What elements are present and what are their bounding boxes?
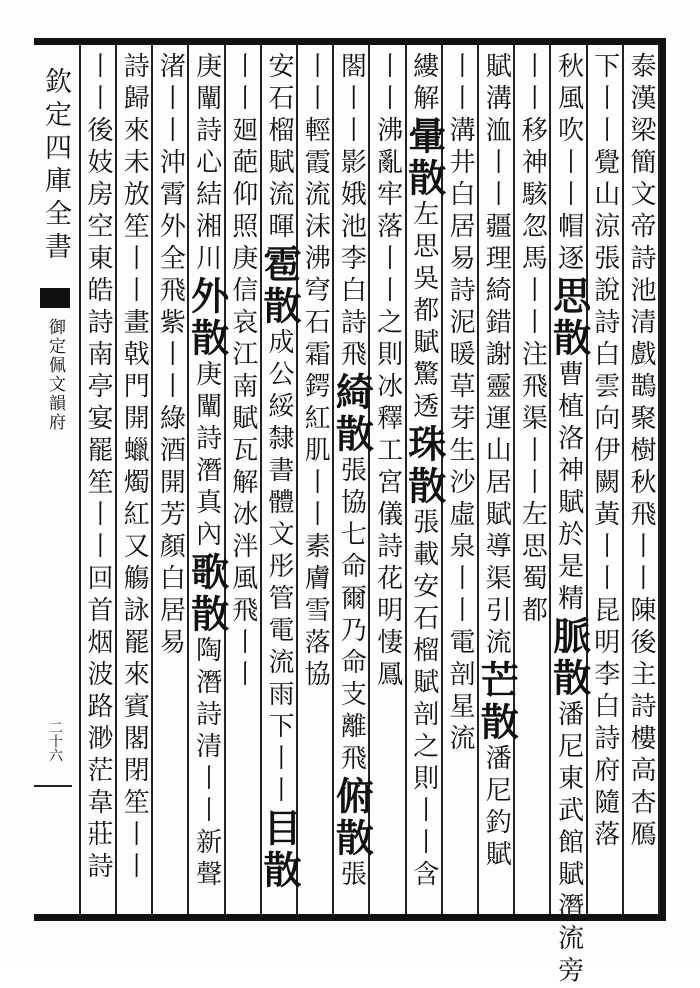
entry-text: 賦溝洫丨丨疆理綺錯謝靈運山居賦導渠引流 [481,52,512,660]
entry-heading: 脈散 [546,616,592,700]
entry-heading: 俯散 [329,776,375,860]
column-text [153,52,187,660]
column-text [401,52,447,892]
entry-text: 丨丨後妓房空東皓詩南亭宴罷笙丨丨回首烟波路渺茫韋莊詩 [83,52,113,884]
entry-text: 縷解 [408,52,439,116]
text-column [474,52,520,912]
column-text [443,52,477,756]
text-column [153,52,187,912]
frame-right-border [659,38,666,921]
text-column [515,52,549,912]
entry-text: 曹植洛神賦於是精 [553,360,584,616]
text-column [117,52,151,912]
column-text [474,52,520,872]
entry-text: 下丨丨覺山涼張說詩白雲向伊闕黃丨丨昆明李白詩府隨落 [589,52,620,852]
entry-text: 渚丨丨沖霄外全飛紫丨丨綠酒開芳顏白居易 [155,52,186,660]
text-column [588,52,622,912]
column-text [370,52,404,692]
entry-text: 丨丨輕霞流沫沸穹石霜鍔紅肌丨丨素膚雪落協 [300,52,331,692]
text-column [257,52,302,912]
entry-heading: 珠散 [401,424,447,508]
column-text [298,52,332,692]
text-column [81,52,115,912]
column-text [184,52,230,892]
entry-heading: 外散 [184,276,230,360]
entry-text: 丨丨 [517,52,548,116]
column-rule [658,45,660,914]
text-column [401,52,447,912]
text-column [184,52,230,912]
column-text [546,52,592,988]
text-column [298,52,332,912]
text-column [443,52,477,912]
entry-text: 成公綏隸書體文彤管電流雨下丨丨 [264,328,294,808]
column-text [329,52,375,892]
column-text [588,52,622,852]
entry-heading: 芒散 [474,660,520,744]
margin-title: 欽定四庫全書 [40,67,71,265]
page-number-rule [34,785,72,787]
entry-text: 秋風吹丨丨帽逐 [553,52,584,276]
text-column [226,52,260,912]
entry-heading: 綺散 [329,372,375,456]
entry-heading: 目散 [257,808,302,892]
entry-text: 安石榴賦流暉 [264,52,294,244]
text-column [546,52,592,988]
entry-text: 丨丨廻葩仰照庚信哀江南賦瓦解冰泮風飛丨丨 [227,52,258,692]
page-number: 二十六 [47,720,63,762]
entry-text: 閤丨丨影娥池李白詩飛 [336,52,367,372]
entry-text: 丨丨沸亂牢落丨丨之則冰釋工宮儀詩花明悽鳳 [372,52,403,692]
entry-text: 泰漢梁簡文帝詩池清戲鵲聚樹秋飛丨丨陳後主詩樓高杏鴈 [626,52,656,852]
margin-column [34,45,74,914]
entry-text: 丨丨溝井白居易詩泥暖草芽生沙虛泉丨丨電剖星流 [445,52,475,756]
text-column [329,52,375,912]
margin-subtitle: 御定佩文韻府 [45,318,65,432]
column-text [257,52,302,892]
column-text [624,52,658,852]
entry-text: 庚闡詩心結湘川 [191,52,222,276]
text-column [624,52,658,912]
column-text [117,52,151,884]
text-column [370,52,404,912]
entry-text: 庚闡詩潛真內 [191,360,222,552]
column-text [226,52,260,692]
entry-heading: 歌散 [184,552,230,636]
entry-text: 張載安石榴賦剖之則丨丨含 [408,508,439,892]
column-text [515,52,549,628]
entry-text: 潘尼東武館賦潛流旁 [553,700,584,988]
entry-text: 陶潛詩清丨丨新聲 [191,636,222,892]
column-text [81,52,115,884]
entry-text: 詩歸來未放笙丨丨畫戟門開蠟燭紅又觴詠罷來賓閣閉笙丨丨 [119,52,150,884]
entry-text: 張協七命爾乃命支離飛 [336,456,367,776]
entry-heading: 雹散 [257,244,302,328]
frame-top-border [34,38,666,45]
entry-text: 左思吳都賦驚透 [408,200,439,424]
entry-text: 潘尼釣賦 [481,744,512,872]
entry-text: 張 [336,860,367,892]
entry-text: 移神駭忽馬丨丨注飛渠丨丨左思蜀都 [517,116,548,628]
fish-tail-mark [40,288,70,308]
entry-heading: 思散 [546,276,592,360]
entry-heading: 暈散 [401,116,447,200]
